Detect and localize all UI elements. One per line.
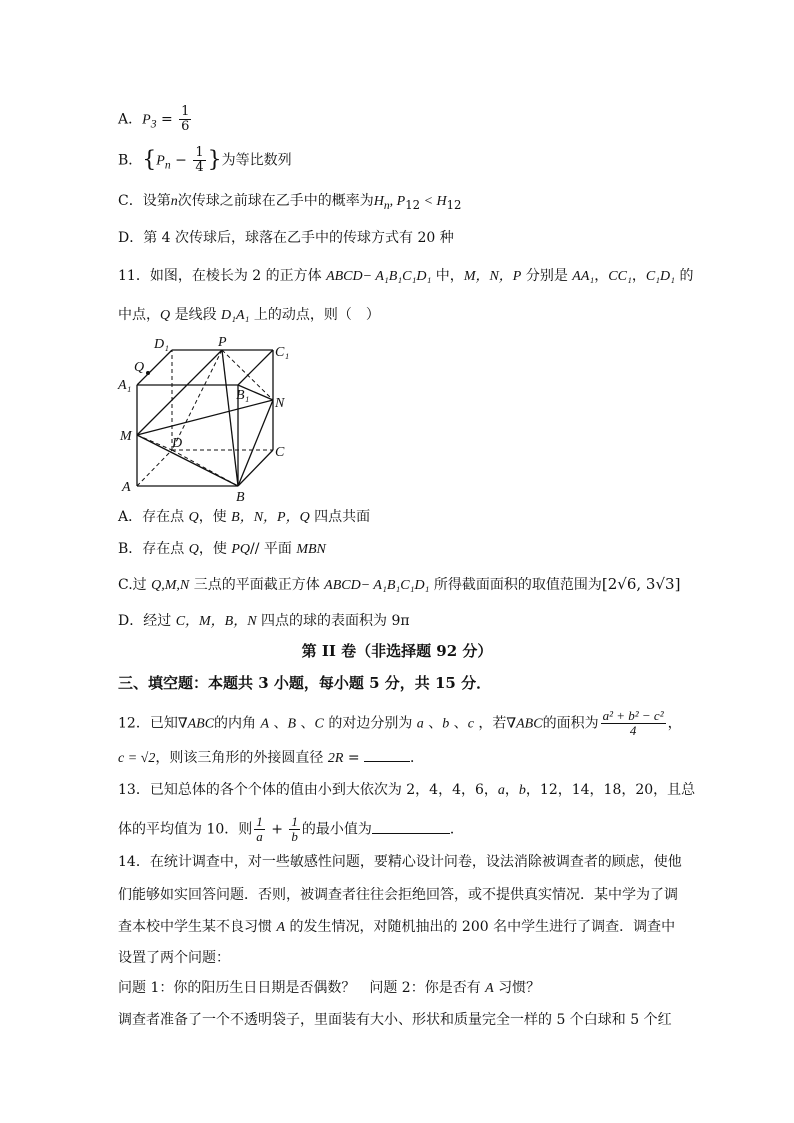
hidden-segment-d-b [172,450,238,486]
math-expr: 2R [327,751,344,766]
text: 问题 1：你的阳历生日日期是否偶数？ 问题 2：你是否有 [118,980,486,996]
right-brace: } [207,147,222,173]
segment-m-b [137,435,238,486]
math-expr: , P [389,194,406,209]
text: 12．已知 [118,715,178,732]
q11-option-d [118,611,410,632]
text: ，则该三角形的外接圆直径 [155,750,328,766]
section-3-title: 三、填空题：本题共 3 小题，每小题 5 分，共 15 分． [118,674,492,692]
math-expr: < H [420,194,447,209]
q11-option-b [118,539,326,560]
text: ， [504,782,519,798]
label-b: B [236,490,245,505]
q14-line4: 设置了两个问题： [118,950,230,966]
text: ． [449,821,464,838]
segment-b-n [238,400,273,486]
label-q: Q [134,360,145,375]
segment-m-p [137,350,222,435]
denominator: b [291,829,298,844]
q11-option-a [118,507,370,528]
text: 、 [296,715,315,732]
text: B．存在点 [118,541,189,557]
q14-line1: 14．在统计调查中，对一些敏感性问题，要精心设计问卷，设法消除被调查者的顾虑，使他 [118,854,682,870]
denominator: a [256,829,263,844]
math-var: b [518,783,526,798]
text: 的发生情况，对随机抽出的 200 名中学生进行了调查．调查中 [285,919,676,935]
segment-m-n [137,400,273,435]
math-var: a [497,783,505,798]
label-c: C [275,445,285,460]
text: 的最小值为 [301,821,372,838]
text: ，若 [473,715,507,732]
math-expr: [2√6, 3√3] [601,575,681,593]
math-expr: Q,M,N [151,578,190,593]
text: ， [631,268,646,284]
label-n: N [275,396,285,411]
q12-line2 [118,747,424,769]
text: 所得截面面积的取值范围为 [429,577,602,593]
math-expr: ABCD− A₁B₁C₁D₁ [324,578,430,593]
fraction [601,709,666,738]
denominator: 6 [181,119,190,134]
fraction-1-over-b [289,815,300,844]
cube-figure [110,335,310,505]
q14-line2: 们能够如实回答问题．否则，被调查者往往会拒绝回答，或不提供真实情况．某中学为了调 [118,887,678,903]
math-expr: AA₁ [572,269,595,284]
text: // 平面 [250,541,297,557]
q11-stem-line1 [118,266,693,287]
hidden-edge-a-d [137,450,172,486]
text: 体的平均值为 10．则 [118,821,253,838]
numerator: 1 [256,814,263,829]
math-op: + [266,821,288,838]
math-sub: 12 [405,197,421,212]
text: 13．已知总体的各个个体的值由小到大依次为 2，4，4，6， [118,782,498,798]
text: C.过 [118,577,152,593]
math-sub: n [383,198,390,212]
text: ， [667,715,682,732]
section-2-title: 第 II 卷（非选择题 92 分） [301,642,493,660]
denominator: 4 [195,160,204,175]
text: 、 [449,715,468,732]
denominator: 4 [629,723,637,738]
math-expr: C，M，B，N [175,614,257,629]
math-op: − [170,152,192,169]
math-var: A [485,981,494,996]
q11-stem-line2 [118,305,380,326]
text: 分别是 [521,268,573,284]
text: A．存在点 [118,509,189,525]
segment-p-b [222,350,238,486]
option-label: B． [118,152,143,169]
label-b1: B₁ [236,388,250,403]
label-a1: A₁ [118,378,132,393]
math-expr: D₁A₁ [221,308,250,323]
text: ，使 [198,541,232,557]
math-expr: ABCD− A₁B₁C₁D₁ [326,269,432,284]
math-var: A [260,716,270,732]
label-a: A [122,480,131,495]
text: 三点的平面截正方体 [189,577,325,593]
math-var: a [416,716,424,732]
text: 的内角 [214,715,261,732]
option-label: A． [118,111,143,128]
math-var: Q [160,308,171,323]
point-q [146,371,150,375]
math-sub: 12 [446,197,462,212]
text: 上的动点，则（ ） [249,307,380,323]
text: 查本校中学生某不良习惯 [118,919,277,935]
numerator: 1 [291,814,298,829]
math-expr: MBN [296,542,326,557]
numerator: 1 [195,145,204,160]
q11-option-c [118,574,680,596]
text: 11．如图，在棱长为 2 的正方体 [118,268,327,284]
fraction-1-over-a [254,815,265,844]
q10-option-b [118,146,292,175]
math-expr: M，N，P [463,269,522,284]
text: ，12，14，18，20，且总 [525,782,696,798]
hidden-segment-p-d [172,350,222,450]
q14-line6: 调查者准备了一个不透明袋子，里面装有大小、形状和质量完全一样的 5 个白球和 5 个红 [118,1012,672,1028]
text: ． [410,750,425,766]
math-var: Q [188,510,199,525]
q13-line1 [118,780,695,801]
numerator: 1 [181,104,190,119]
math-var: C [314,716,324,732]
fraction [179,105,191,134]
text: 中， [431,268,464,284]
q10-option-d: D．第 4 次传球后，球落在乙手中的传球方式有 20 种 [118,230,454,246]
left-brace: { [142,147,157,173]
text: = [343,750,365,766]
math-var: P [156,153,165,169]
text: 中点， [118,307,160,323]
text: 、 [269,715,288,732]
edge-b-c [238,450,273,486]
fraction [193,146,205,175]
math-expr: PQ [231,542,250,557]
text: ， [594,268,609,284]
label-d1: D₁ [154,337,169,352]
text: ，使 [198,509,232,525]
q10-option-a [118,105,193,134]
option-text: 为等比数列 [221,152,292,169]
q14-line5 [118,978,540,999]
option-text: C．设第 [118,193,171,209]
math-sub: n [164,158,171,172]
q12-line1 [118,709,682,738]
math-var: c [467,716,474,732]
text: 习惯？ [493,980,541,996]
text: 是线段 [170,307,222,323]
option-text: 次传球之前球在乙手中的概率为 [177,193,374,209]
math-var: Q [188,542,199,557]
math-var: H [373,194,384,209]
text: 四点共面 [309,509,371,525]
math-var: P [142,112,151,128]
math-var: A [276,920,286,935]
label-c1: C₁ [275,345,290,360]
math-op: = [156,111,178,128]
answer-blank[interactable] [372,819,450,834]
edge-b1-c1 [238,350,273,385]
text: 的 [675,268,694,284]
math-var: n [170,194,178,209]
label-d: D [172,436,183,451]
label-m: M [120,429,132,444]
text: 的面积为 [542,715,599,732]
math-var: b [442,716,450,732]
math-sub: 3 [150,117,157,131]
q10-option-c [118,191,461,216]
q14-line3 [118,917,675,938]
numerator: a² + b² − c² [602,708,664,723]
math-expr: ∇ABC [177,716,215,732]
q13-line2 [118,815,464,844]
label-p: P [218,335,227,350]
math-expr: ∇ABC [506,716,543,732]
text: 的对边分别为 [323,715,417,732]
math-var: B [287,716,297,732]
text: D．经过 [118,613,176,629]
text: 、 [423,715,443,732]
math-expr: B，N，P，Q [231,510,310,525]
math-expr: C₁D₁ [645,269,675,284]
math-expr: c = √2 [118,751,156,766]
math-expr: CC₁ [608,269,632,284]
answer-blank[interactable] [364,747,410,762]
text: 四点的球的表面积为 9π [256,613,410,629]
